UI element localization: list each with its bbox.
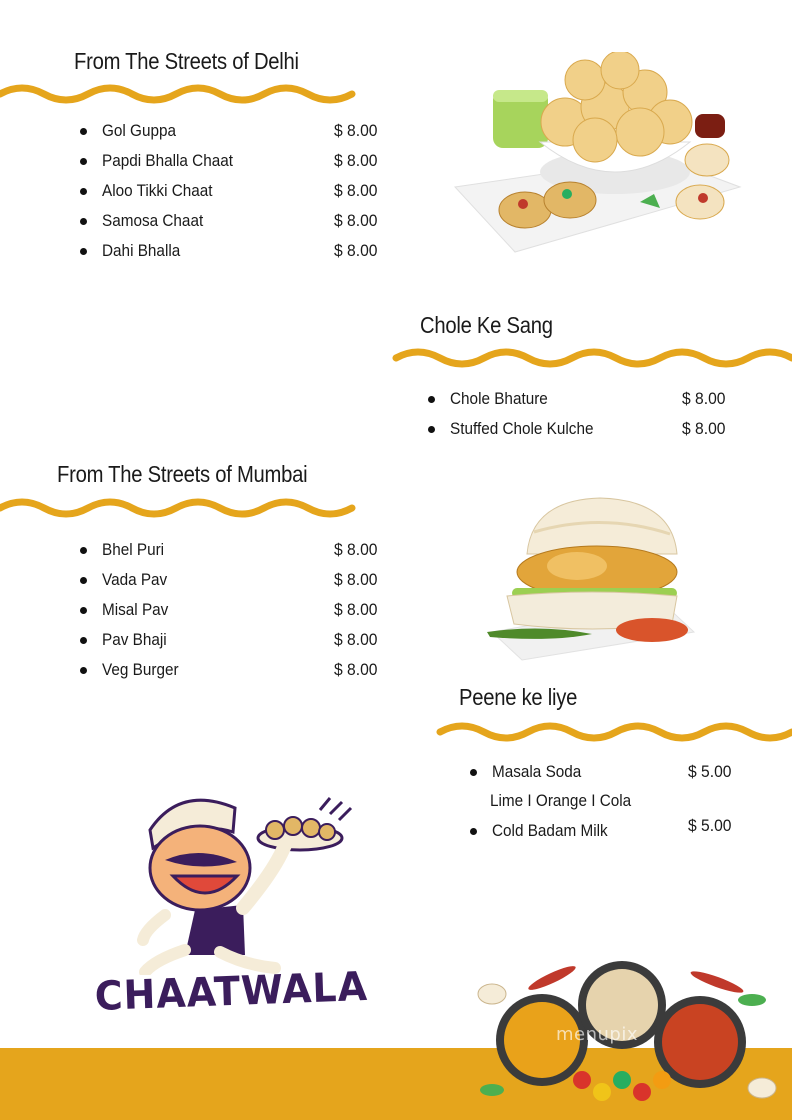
menu-item — [450, 384, 740, 414]
chaatwala-logo-text: CHAATWALA — [94, 963, 369, 1020]
section-title-drinks: Peene ke liye — [459, 684, 578, 710]
vada-pav-image — [482, 492, 697, 664]
item-price: $ 8.00 — [334, 241, 378, 260]
item-price: $ 8.00 — [334, 151, 378, 170]
menu-item — [102, 595, 392, 625]
bullet-icon — [470, 828, 477, 835]
bullet-icon — [80, 667, 87, 674]
menu-item — [102, 625, 392, 655]
menu-item — [492, 757, 752, 787]
bullet-icon — [80, 547, 87, 554]
wave-divider-drinks — [436, 718, 792, 746]
item-name: Aloo Tikki Chaat — [102, 181, 213, 200]
item-price: $ 8.00 — [334, 630, 378, 649]
bullet-icon — [80, 607, 87, 614]
menu-item — [102, 565, 392, 595]
gol-guppa-image — [445, 52, 745, 262]
item-name: Veg Burger — [102, 660, 179, 679]
bullet-icon — [428, 396, 435, 403]
section-title-delhi: From The Streets of Delhi — [74, 48, 299, 74]
menu-item — [102, 176, 392, 206]
wave-divider-mumbai — [0, 494, 360, 522]
item-price: $ 8.00 — [682, 419, 726, 438]
item-name: Pav Bhaji — [102, 630, 167, 649]
menu-item — [102, 535, 392, 565]
item-name: Papdi Bhalla Chaat — [102, 151, 233, 170]
item-name: Gol Guppa — [102, 121, 177, 140]
menu-item — [102, 655, 392, 685]
wave-divider-chole — [392, 344, 792, 372]
item-name: Misal Pav — [102, 600, 169, 619]
item-price: $ 5.00 — [688, 762, 732, 781]
bullet-icon — [80, 188, 87, 195]
item-price: $ 5.00 — [688, 816, 732, 835]
menu-item — [102, 116, 392, 146]
bullet-icon — [80, 577, 87, 584]
item-name: Bhel Puri — [102, 540, 165, 559]
section-title-chole: Chole Ke Sang — [420, 312, 553, 338]
bullet-icon — [80, 158, 87, 165]
item-note: Lime I Orange I Cola — [490, 791, 632, 810]
menu-list-chole — [450, 384, 740, 444]
bullet-icon — [80, 248, 87, 255]
item-price: $ 8.00 — [334, 600, 378, 619]
item-price: $ 8.00 — [334, 181, 378, 200]
item-price: $ 8.00 — [334, 660, 378, 679]
item-price: $ 8.00 — [334, 570, 378, 589]
item-price: $ 8.00 — [682, 389, 726, 408]
item-name: Cold Badam Milk — [492, 821, 608, 840]
item-name: Dahi Bhalla — [102, 241, 181, 260]
item-name: Chole Bhature — [450, 389, 548, 408]
menu-list-drinks-2 — [492, 816, 752, 846]
item-price: $ 8.00 — [334, 121, 378, 140]
menu-list-drinks — [492, 757, 752, 787]
menu-item — [102, 206, 392, 236]
bullet-icon — [80, 128, 87, 135]
menu-item — [450, 414, 740, 444]
menu-item — [102, 146, 392, 176]
bullet-icon — [470, 769, 477, 776]
section-title-mumbai: From The Streets of Mumbai — [57, 461, 308, 487]
bullet-icon — [80, 218, 87, 225]
menu-list-delhi — [102, 116, 392, 266]
item-name: Vada Pav — [102, 570, 168, 589]
menu-item — [492, 816, 752, 846]
watermark-text: menupix — [556, 1024, 639, 1045]
item-name: Masala Soda — [492, 762, 582, 781]
bullet-icon — [428, 426, 435, 433]
wave-divider-delhi — [0, 80, 360, 108]
bullet-icon — [80, 637, 87, 644]
item-price: $ 8.00 — [334, 211, 378, 230]
item-price: $ 8.00 — [334, 540, 378, 559]
chaatwala-mascot — [125, 790, 360, 975]
menu-item — [102, 236, 392, 266]
item-name: Samosa Chaat — [102, 211, 204, 230]
item-name: Stuffed Chole Kulche — [450, 419, 594, 438]
menu-list-mumbai — [102, 535, 392, 685]
